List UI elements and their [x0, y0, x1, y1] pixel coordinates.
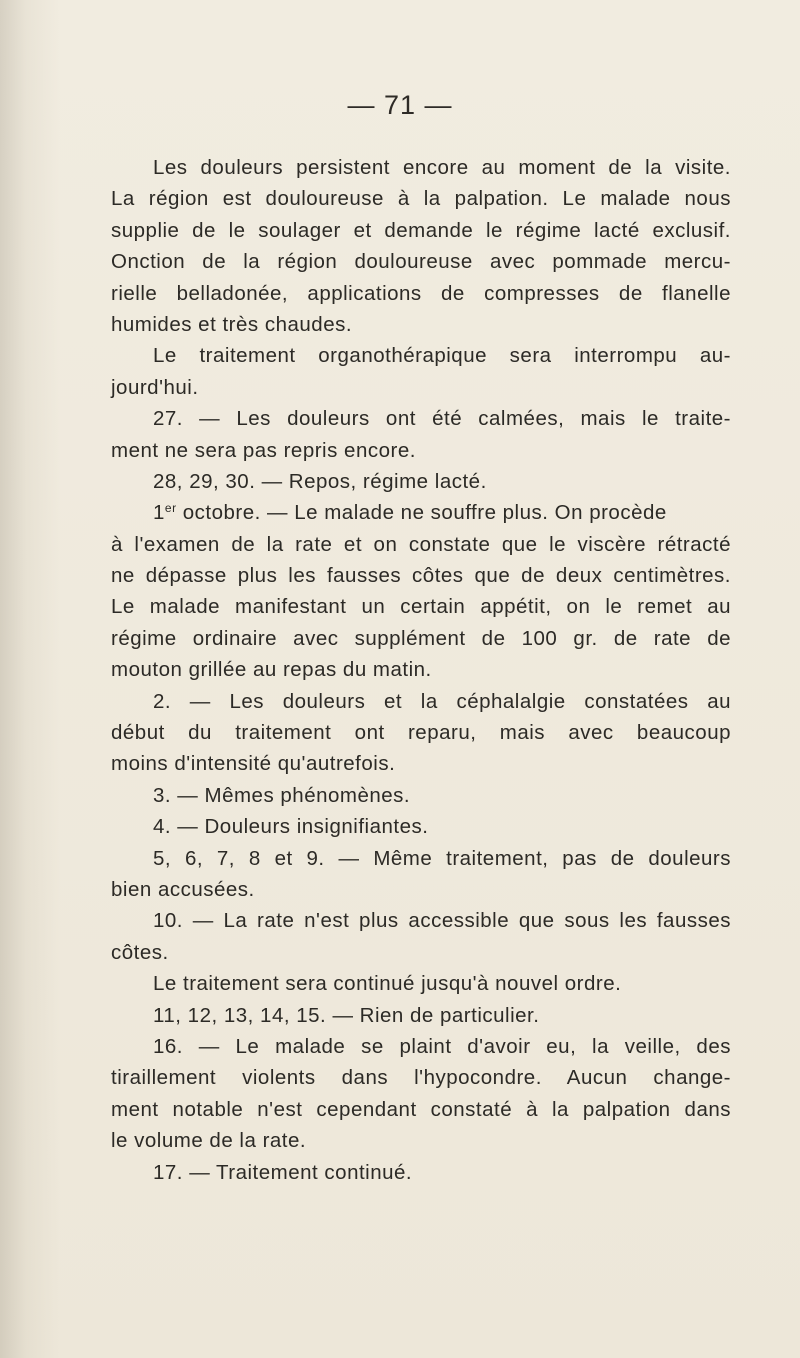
- text-line: côtes.: [111, 940, 169, 964]
- text-line: 2. — Les douleurs et la céphalalgie constatées au: [153, 689, 731, 713]
- paragraph: [111, 780, 731, 811]
- paragraph: [111, 811, 731, 842]
- text-line: tiraillement violents dans l'hypocondre. Aucun change-: [111, 1066, 731, 1090]
- paragraph: [111, 1031, 731, 1157]
- text-line: jourd'hui.: [111, 375, 199, 399]
- text-line: humides et très chaudes.: [111, 312, 353, 336]
- text-line: [111, 497, 731, 528]
- text-line: Onction de la région douloureuse avec pommade mercu-: [111, 250, 731, 274]
- text-line: 17. — Traitement continué.: [153, 1160, 413, 1184]
- text-line: bien accusées.: [111, 877, 255, 901]
- paragraph: [111, 905, 731, 968]
- text-line: à l'examen de la rate et on constate que le viscère rétracté: [111, 532, 731, 556]
- text-line: rielle belladonée, applications de compresses de flanelle: [111, 281, 731, 305]
- text-line: mouton grillée au repas du matin.: [111, 658, 432, 682]
- paragraph: [111, 152, 731, 340]
- text-line: 27. — Les douleurs ont été calmées, mais le traite-: [153, 407, 731, 431]
- page-number: — 71 —: [347, 90, 453, 120]
- paragraph: [111, 1000, 731, 1031]
- text-line: 10. — La rate n'est plus accessible que sous les fausses: [153, 909, 731, 933]
- text-line: ment notable n'est cependant constaté à la palpation dans: [111, 1097, 731, 1121]
- paragraph: [111, 843, 731, 906]
- text-line: La région est douloureuse à la palpation. Le malade nous: [111, 187, 731, 211]
- text-line: 3. — Mêmes phénomènes.: [153, 783, 411, 807]
- text-line: 16. — Le malade se plaint d'avoir eu, la veille, des: [153, 1034, 731, 1058]
- paragraph: [111, 466, 731, 497]
- text-line: Le traitement organothérapique sera interrompu au-: [153, 344, 731, 368]
- text-line: ment ne sera pas repris encore.: [111, 438, 416, 462]
- text-line: Le traitement sera continué jusqu'à nouvel ordre.: [153, 972, 622, 996]
- paragraph: [111, 340, 731, 403]
- paragraph: [111, 403, 731, 466]
- text-line: début du traitement ont reparu, mais avec beaucoup: [111, 721, 731, 745]
- paragraph: [111, 686, 731, 780]
- text-line: 5, 6, 7, 8 et 9. — Même traitement, pas de douleurs: [153, 846, 731, 870]
- paragraph: [111, 1157, 731, 1188]
- body-text: [111, 152, 731, 1188]
- text-line: 4. — Douleurs insignifiantes.: [153, 815, 429, 839]
- day-number: 1: [153, 501, 165, 525]
- text-line-rest: octobre. — Le malade ne souffre plus. On procède: [176, 501, 667, 525]
- text-line: le volume de la rate.: [111, 1129, 307, 1153]
- paragraph: [111, 497, 731, 685]
- text-line: Les douleurs persistent encore au moment de la visite.: [153, 156, 731, 179]
- text-line: régime ordinaire avec supplément de 100 gr. de rate de: [111, 626, 731, 650]
- ordinal-superscript: er: [164, 501, 177, 516]
- text-line: moins d'intensité qu'autrefois.: [111, 752, 396, 776]
- paragraph: [111, 968, 731, 999]
- text-line: Le malade manifestant un certain appétit, on le remet au: [111, 595, 731, 619]
- text-line: supplie de le soulager et demande le régime lacté exclusif.: [111, 218, 731, 242]
- text-line: 11, 12, 13, 14, 15. — Rien de particulier.: [153, 1003, 540, 1027]
- text-line: 28, 29, 30. — Repos, régime lacté.: [153, 469, 487, 493]
- text-line: ne dépasse plus les fausses côtes que de deux centimètres.: [111, 564, 731, 588]
